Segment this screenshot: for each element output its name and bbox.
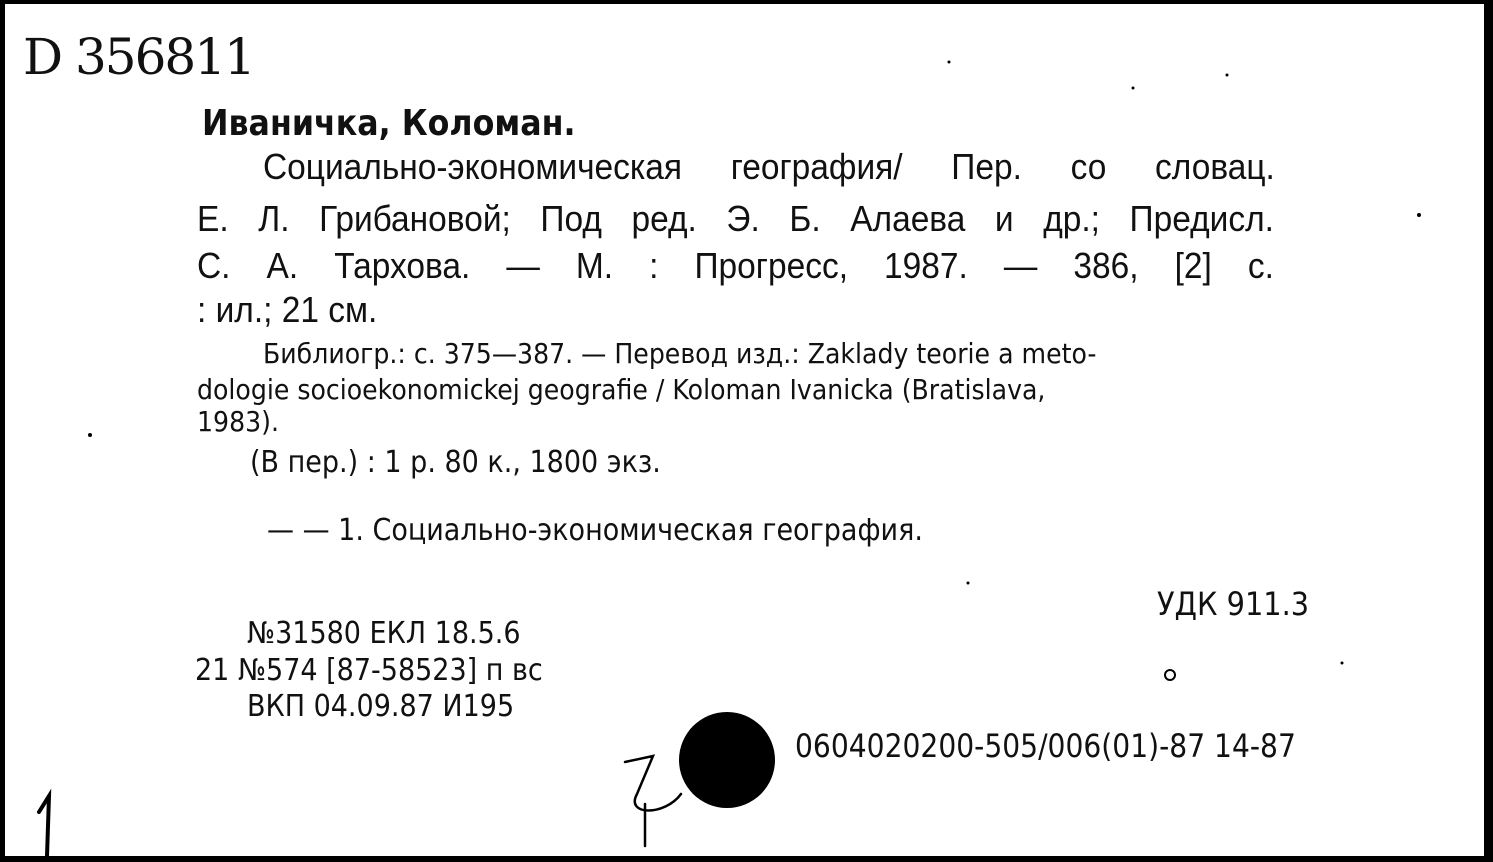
handwritten-one-mark	[39, 796, 49, 856]
note-line-3: 1983).	[197, 405, 279, 438]
isbn-line: 0604020200-505/006(01)-87 14-87	[795, 727, 1296, 765]
speck	[967, 582, 970, 585]
title-line-4: : ил.; 21 см.	[197, 289, 378, 330]
title-line-3: С. А. Тархова. — М. : Прогресс, 1987. — 386, [2] с.	[197, 245, 1274, 286]
speck	[1226, 74, 1229, 77]
speck	[1341, 662, 1344, 665]
author-heading: Иваничка, Коломан.	[202, 103, 576, 144]
subject-heading: — — 1. Социально-экономическая география.	[267, 513, 923, 548]
price-line: (В пер.) : 1 р. 80 к., 1800 экз.	[250, 445, 661, 480]
speck	[88, 433, 92, 437]
handwritten-seven-mark	[625, 756, 681, 846]
title-line-1: Социально-экономическая география/ Пер. со словац.	[263, 146, 1275, 187]
note-line-1: Библиогр.: с. 375—387. — Перевод изд.: Zaklady teorie a meto-	[263, 337, 1097, 370]
speck	[1417, 213, 1421, 217]
speck	[948, 61, 951, 64]
code-line-2: 21 №574 [87-58523] п вс	[195, 653, 543, 688]
note-line-2: dologie socioekonomickej geografie / Koloman Ivanicka (Bratislava,	[197, 373, 1046, 406]
title-line-2: Е. Л. Грибановой; Под ред. Э. Б. Алаева и др.; Предисл.	[197, 198, 1274, 239]
code-line-3: ВКП 04.09.87 И195	[247, 689, 515, 724]
code-line-1: №31580 ЕКЛ 18.5.6	[247, 616, 521, 651]
shelf-mark: D 356811	[23, 28, 254, 86]
udk-code: УДК 911.3	[1157, 585, 1310, 623]
speck	[1132, 87, 1135, 90]
handwritten-marks	[5, 4, 1485, 856]
